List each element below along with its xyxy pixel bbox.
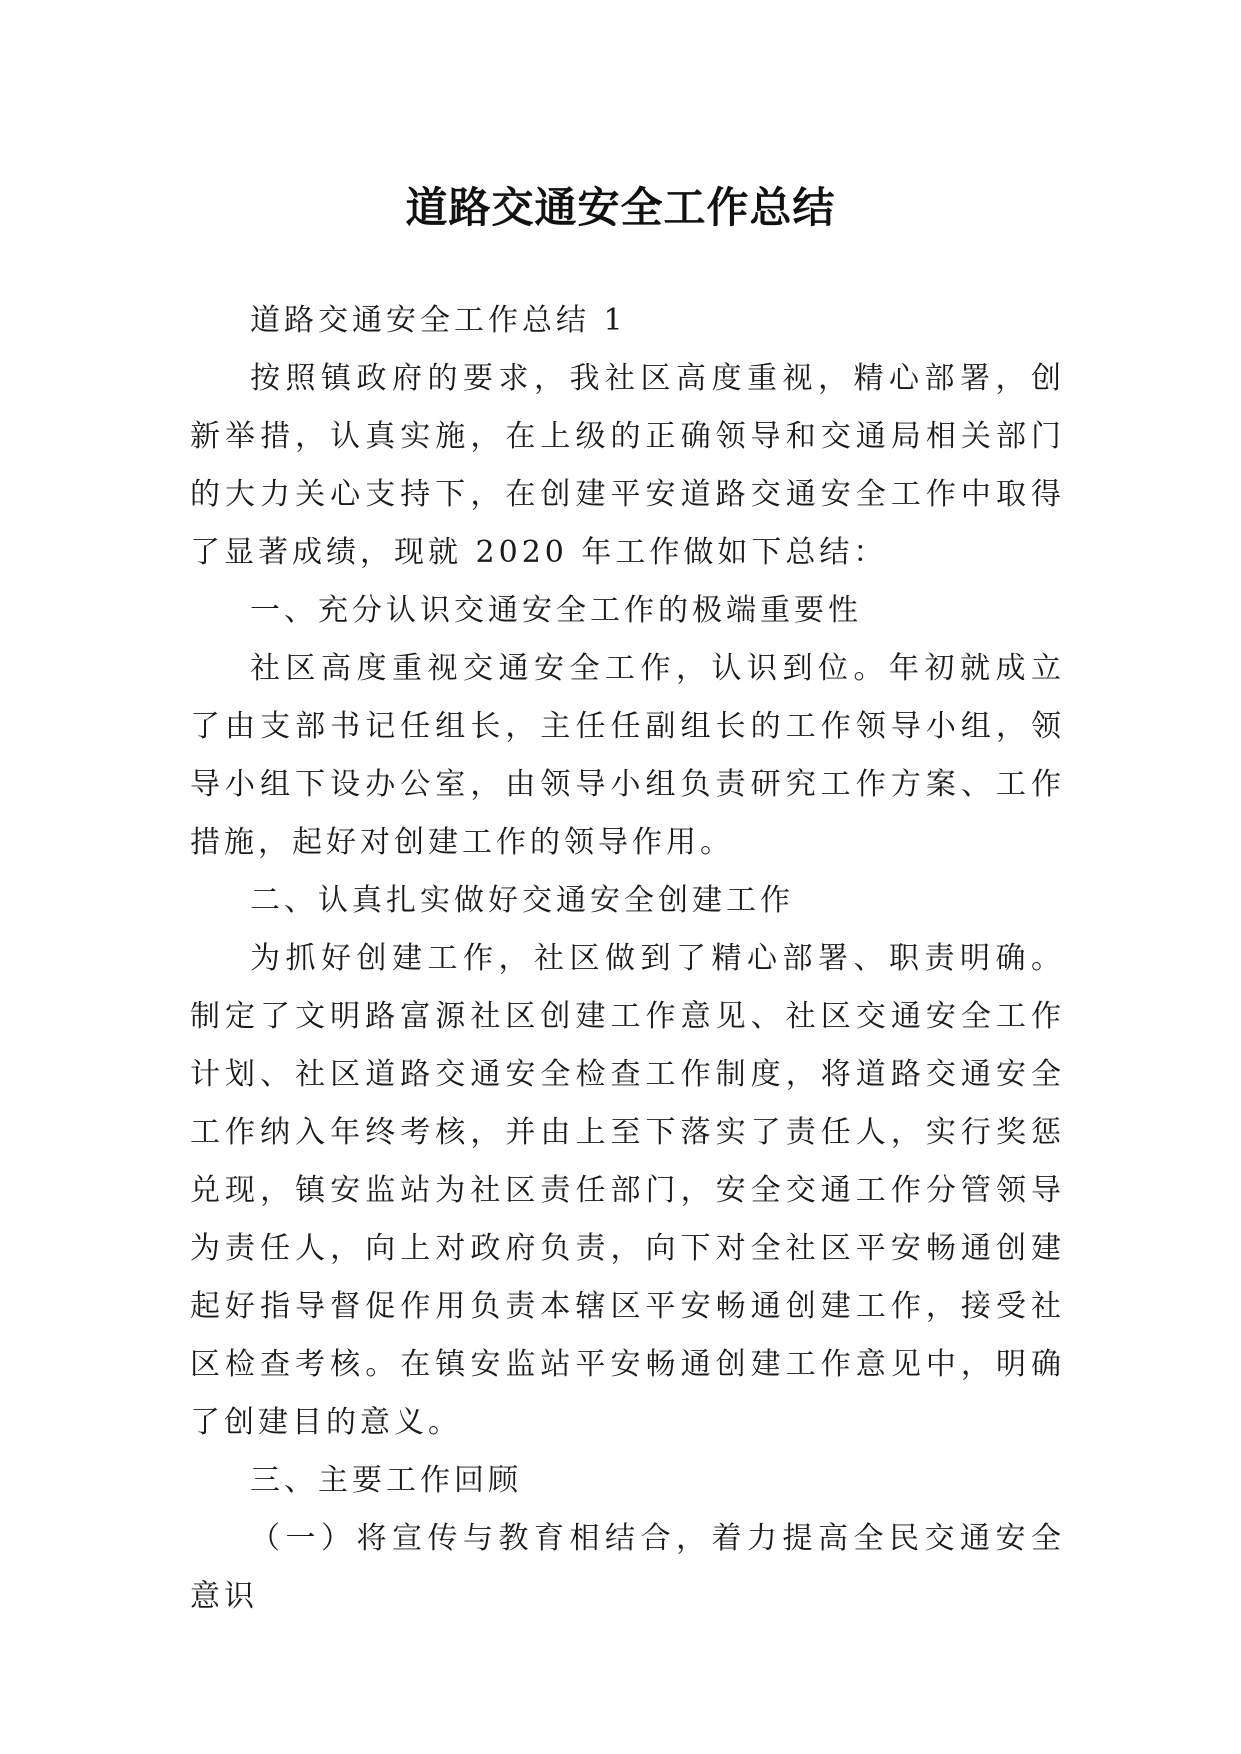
subsection-heading-1: （一）将宣传与教育相结合，着力提高全民交通安全意识 bbox=[190, 1521, 1065, 1614]
section-heading-three: 三、主要工作回顾 bbox=[250, 1463, 522, 1498]
paragraph-creation-work: 为抓好创建工作，社区做到了精心部署、职责明确。制定了文明路富源社区创建工作意见、社区交通安全工作计划、社区道路交通安全检查工作制度，将道路交通安全工作纳入年终考核，并由上至下落实了责任人，实行奖惩兑现，镇安监站为社区责任部门，安全交通工作分管领导为责任人，向上对政府负责，向下对全社区平安畅通创建起好指导督促作用负责本辖区平安畅通创建工作，接受社区检查考核。在镇安监站平安畅通创建工作意见中，明确了创建目的意义。 bbox=[190, 941, 1065, 1440]
document-title: 道路交通安全工作总结 bbox=[405, 183, 836, 233]
section-heading-1: 道路交通安全工作总结 1 bbox=[250, 303, 627, 338]
section-heading-two: 二、认真扎实做好交通安全创建工作 bbox=[250, 883, 794, 918]
intro-paragraph: 按照镇政府的要求，我社区高度重视，精心部署，创新举措，认真实施，在上级的正确领导和交通局相关部门的大力关心支持下，在创建平安道路交通安全工作中取得了显著成绩，现就 2020 年工作做如下总结： bbox=[190, 361, 1065, 570]
document-body bbox=[190, 292, 1065, 1626]
section-heading-one: 一、充分认识交通安全工作的极端重要性 bbox=[250, 593, 862, 628]
paragraph-leadership: 社区高度重视交通安全工作，认识到位。年初就成立了由支部书记任组长，主任任副组长的工作领导小组，领导小组下设办公室，由领导小组负责研究工作方案、工作措施，起好对创建工作的领导作用。 bbox=[190, 651, 1065, 860]
